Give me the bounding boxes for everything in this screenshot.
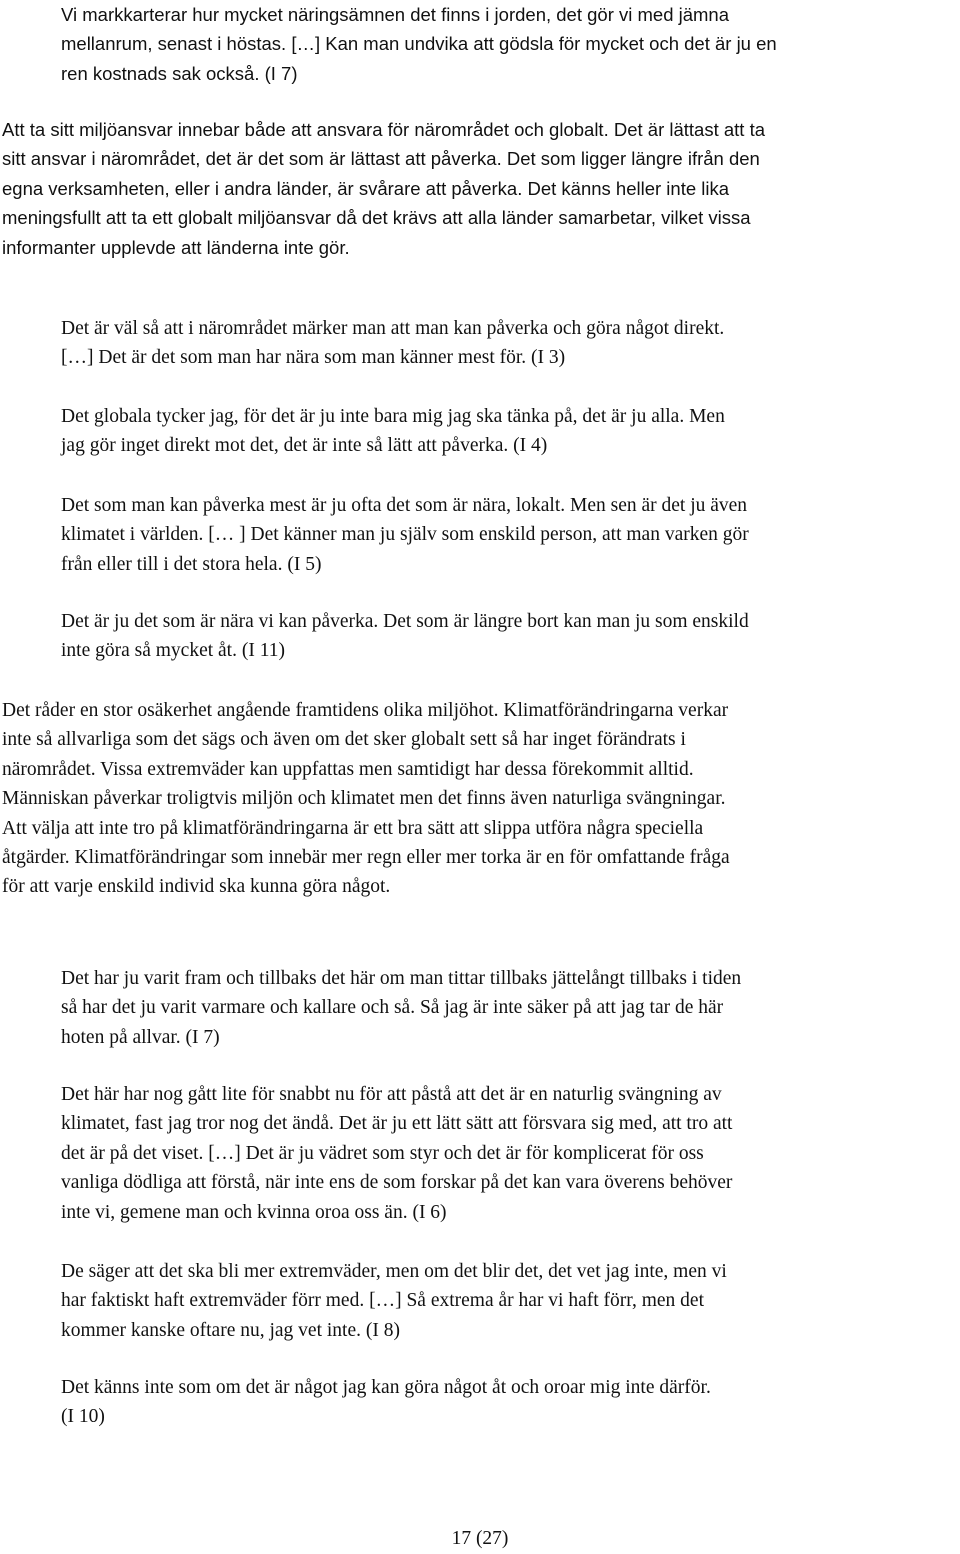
text-line: kommer kanske oftare nu, jag vet inte. (I 8) — [61, 1319, 400, 1341]
text-line: […] Det är det som man har nära som man känner mest för. (I 3) — [61, 347, 566, 369]
text-line: Människan påverkar troligtvis miljön och klimatet men det finns även naturliga svängningar. — [2, 788, 726, 810]
text-line: klimatet i världen. [… ] Det känner man ju själv som enskild person, att man varken gör — [61, 524, 749, 546]
text-line: åtgärder. Klimatförändringar som innebär mer regn eller mer torka är en för omfattande fråga — [2, 847, 730, 869]
text-line: Det som man kan påverka mest är ju ofta det som är nära, lokalt. Men sen är det ju även — [61, 495, 748, 516]
text-line: Att välja att inte tro på klimatförändringarna är ett bra sätt att slippa utföra några speciella — [2, 817, 704, 839]
body-paragraph — [2, 696, 730, 902]
interview-quote — [61, 491, 749, 579]
text-line: närområdet. Vissa extremväder kan uppfattas men samtidigt har dessa förekommit alltid. — [2, 758, 694, 780]
body-paragraph — [2, 115, 765, 262]
text-line: egna verksamheten, eller i andra länder, är svårare att påverka. Det känns heller inte lika — [2, 177, 730, 199]
text-line: jag gör inget direkt mot det, det är inte så lätt att påverka. (I 4) — [61, 435, 548, 457]
text-line: Det råder en stor osäkerhet angående framtidens olika miljöhot. Klimatförändringarna verkar — [2, 700, 729, 721]
interview-quote — [61, 402, 725, 461]
text-line: så har det ju varit varmare och kallare och så. Så jag är inte säker på att jag tar de här — [61, 997, 724, 1019]
text-line: mellanrum, senast i höstas. […] Kan man undvika att gödsla för mycket och det är ju en — [61, 33, 777, 55]
interview-quote — [61, 0, 777, 88]
interview-quote — [61, 1257, 727, 1345]
text-line: inte göra så mycket åt. (I 11) — [61, 640, 285, 662]
text-line: Det har ju varit fram och tillbaks det här om man tittar tillbaks jättelångt tillbaks i tiden — [61, 968, 742, 989]
text-line: Det känns inte som om det är något jag kan göra något åt och oroar mig inte därför. — [61, 1377, 711, 1398]
text-line: Vi markkarterar hur mycket näringsämnen det finns i jorden, det gör vi med jämna — [61, 4, 730, 25]
text-line: Det är ju det som är nära vi kan påverka. Det som är längre bort kan man ju som enskild — [61, 611, 749, 632]
text-line: från eller till i det stora hela. (I 5) — [61, 553, 322, 575]
text-line: inte så allvarliga som det sägs och även om det sker globalt sett så har inget förändrats i — [2, 729, 686, 751]
interview-quote — [61, 964, 741, 1052]
text-line: Att ta sitt miljöansvar innebar både att ansvara för närområdet och globalt. Det är lättast att ta — [2, 119, 766, 140]
text-line: informanter upplevde att länderna inte gör. — [2, 236, 350, 258]
text-line: klimatet, fast jag tror nog det ändå. Det är ju ett lätt sätt att försvara sig med, att tro att — [61, 1113, 733, 1135]
text-line: Det här har nog gått lite för snabbt nu för att påstå att det är en naturlig svängning av — [61, 1084, 722, 1105]
text-line: har faktiskt haft extremväder förr med. […] Så extrema år har vi haft förr, men det — [61, 1290, 704, 1312]
text-line: sitt ansvar i närområdet, det är det som är lättast att påverka. Det som ligger längre ifrån den — [2, 148, 760, 170]
text-line: (I 10) — [61, 1406, 105, 1428]
interview-quote — [61, 1373, 711, 1432]
interview-quote — [61, 607, 749, 666]
text-line: ren kostnads sak också. (I 7) — [61, 62, 298, 84]
text-line: för att varje enskild individ ska kunna göra något. — [2, 876, 391, 898]
interview-quote — [61, 1080, 732, 1227]
page-number: 17 (27) — [451, 1528, 509, 1549]
text-line: Det är väl så att i närområdet märker man att man kan påverka och göra något direkt. — [61, 318, 725, 339]
text-line: inte vi, gemene man och kvinna oroa oss än. (I 6) — [61, 1201, 447, 1223]
text-line: det är på det viset. […] Det är ju vädret som styr och det är för komplicerat för oss — [61, 1142, 704, 1164]
text-line: hoten på allvar. (I 7) — [61, 1026, 220, 1048]
text-line: vanliga dödliga att förstå, när inte ens de som forskar på det kan vara överens behöver — [61, 1172, 733, 1194]
text-line: De säger att det ska bli mer extremväder, men om det blir det, det vet jag inte, men vi — [61, 1261, 727, 1282]
text-line: Det globala tycker jag, för det är ju inte bara mig jag ska tänka på, det är ju alla. Men — [61, 406, 725, 427]
interview-quote — [61, 314, 724, 373]
text-line: meningsfullt att ta ett globalt miljöansvar då det krävs att alla länder samarbetar, vilket vissa — [2, 207, 751, 229]
